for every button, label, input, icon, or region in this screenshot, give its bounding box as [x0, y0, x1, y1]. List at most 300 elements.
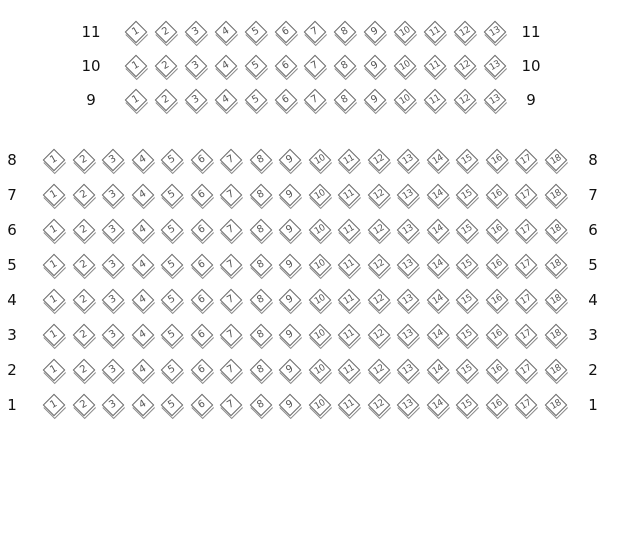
- seat-button[interactable]: [309, 254, 331, 276]
- seat-number: 10: [398, 25, 413, 39]
- seat-number: 3: [107, 258, 119, 271]
- seat-number: 4: [219, 93, 231, 106]
- seat-number: 16: [489, 293, 504, 307]
- seat-button[interactable]: [102, 394, 124, 416]
- seat-button[interactable]: [397, 254, 419, 276]
- seat-button[interactable]: [73, 219, 95, 241]
- seat-button[interactable]: [309, 359, 331, 381]
- seat-button[interactable]: [220, 254, 242, 276]
- seat-button[interactable]: [215, 55, 237, 77]
- seat-number: 4: [136, 363, 148, 376]
- seat-button[interactable]: [424, 55, 446, 77]
- seat-button[interactable]: [334, 89, 356, 111]
- seat-number: 2: [160, 25, 172, 38]
- seat-button[interactable]: [185, 89, 207, 111]
- seat-button[interactable]: [250, 184, 272, 206]
- seat-number: 10: [312, 398, 327, 412]
- seat-number: 1: [130, 25, 142, 38]
- row-label-right: 4: [588, 291, 598, 309]
- seat-button[interactable]: [155, 89, 177, 111]
- seat-button[interactable]: [43, 219, 65, 241]
- seat-number: 16: [489, 363, 504, 377]
- seat-number: 17: [518, 398, 534, 412]
- seat-number: 1: [48, 153, 60, 166]
- seat-number: 16: [489, 258, 504, 272]
- seat-button[interactable]: [220, 219, 242, 241]
- seat-button[interactable]: [309, 219, 331, 241]
- seat-button[interactable]: [102, 324, 124, 346]
- seat-button[interactable]: [545, 219, 567, 241]
- seat-number: 12: [371, 328, 386, 342]
- seat-button[interactable]: [275, 89, 297, 111]
- seat-number: 1: [130, 59, 142, 72]
- seat-button[interactable]: [191, 359, 213, 381]
- seat-button[interactable]: [220, 324, 242, 346]
- seat-number: 18: [548, 328, 563, 342]
- seat-button[interactable]: [250, 149, 272, 171]
- seat-button[interactable]: [456, 359, 478, 381]
- seat-number: 15: [459, 328, 475, 342]
- seat-button[interactable]: [191, 289, 213, 311]
- seat-number: 15: [459, 188, 475, 202]
- seat-number: 13: [487, 93, 502, 107]
- seat-button[interactable]: [309, 324, 331, 346]
- seat-button[interactable]: [191, 219, 213, 241]
- seat-button[interactable]: [515, 219, 537, 241]
- seat-number: 3: [107, 223, 119, 236]
- seat-number: 5: [166, 258, 178, 271]
- row-label-left: 10: [81, 57, 101, 75]
- seat-number: 6: [195, 223, 207, 236]
- seat-button[interactable]: [456, 394, 478, 416]
- seat-number: 2: [77, 258, 89, 271]
- seat-button[interactable]: [545, 324, 567, 346]
- seat-number: 15: [459, 398, 475, 412]
- seat-button[interactable]: [456, 289, 478, 311]
- seat-button[interactable]: [279, 289, 301, 311]
- seat-number: 1: [48, 223, 60, 236]
- seat-button[interactable]: [73, 149, 95, 171]
- seat-number: 5: [166, 398, 178, 411]
- seat-number: 14: [430, 363, 445, 377]
- seat-number: 5: [249, 59, 261, 72]
- seat-number: 8: [254, 188, 266, 201]
- seat-button[interactable]: [279, 359, 301, 381]
- seat-button[interactable]: [368, 289, 390, 311]
- seat-number: 18: [548, 258, 563, 272]
- seat-button[interactable]: [515, 359, 537, 381]
- seat-number: 12: [371, 153, 386, 167]
- seat-button[interactable]: [364, 21, 386, 43]
- seat-button[interactable]: [454, 89, 476, 111]
- seat-number: 5: [249, 25, 261, 38]
- seat-number: 16: [489, 188, 504, 202]
- seat-number: 9: [369, 25, 381, 38]
- seat-button[interactable]: [43, 184, 65, 206]
- seat-number: 8: [254, 328, 266, 341]
- seat-button[interactable]: [132, 149, 154, 171]
- seat-number: 17: [518, 293, 534, 307]
- seat-number: 4: [136, 398, 148, 411]
- row-label-right: 11: [521, 23, 541, 41]
- seat-number: 15: [459, 363, 475, 377]
- seat-button[interactable]: [245, 55, 267, 77]
- seat-button[interactable]: [309, 289, 331, 311]
- seat-button[interactable]: [368, 324, 390, 346]
- seat-button[interactable]: [185, 55, 207, 77]
- seat-button[interactable]: [309, 394, 331, 416]
- seat-button[interactable]: [338, 219, 360, 241]
- seat-number: 18: [548, 153, 563, 167]
- seat-number: 13: [400, 293, 416, 307]
- seat-button[interactable]: [102, 219, 124, 241]
- seat-button[interactable]: [275, 55, 297, 77]
- seat-number: 8: [254, 153, 266, 166]
- seat-button[interactable]: [397, 289, 419, 311]
- seat-number: 10: [312, 188, 327, 202]
- seat-number: 11: [341, 398, 357, 412]
- seat-button[interactable]: [338, 149, 360, 171]
- seat-button[interactable]: [486, 324, 508, 346]
- seat-number: 16: [489, 153, 504, 167]
- seat-button[interactable]: [368, 254, 390, 276]
- seat-button[interactable]: [368, 359, 390, 381]
- seat-button[interactable]: [545, 359, 567, 381]
- seat-button[interactable]: [427, 184, 449, 206]
- seat-button[interactable]: [132, 254, 154, 276]
- seat-button[interactable]: [394, 89, 416, 111]
- seat-button[interactable]: [191, 184, 213, 206]
- seat-number: 6: [195, 363, 207, 376]
- seat-button[interactable]: [43, 289, 65, 311]
- seat-button[interactable]: [364, 55, 386, 77]
- seat-button[interactable]: [43, 149, 65, 171]
- seat-button[interactable]: [43, 254, 65, 276]
- row-label-left: 2: [7, 361, 17, 379]
- seat-button[interactable]: [43, 394, 65, 416]
- seat-button[interactable]: [191, 324, 213, 346]
- seat-button[interactable]: [132, 184, 154, 206]
- seat-button[interactable]: [304, 21, 326, 43]
- seat-number: 9: [284, 153, 296, 166]
- seat-button[interactable]: [191, 394, 213, 416]
- seat-button[interactable]: [338, 184, 360, 206]
- seat-number: 6: [195, 398, 207, 411]
- seat-button[interactable]: [132, 324, 154, 346]
- seat-button[interactable]: [486, 394, 508, 416]
- seat-button[interactable]: [486, 219, 508, 241]
- seat-button[interactable]: [161, 184, 183, 206]
- seat-button[interactable]: [456, 149, 478, 171]
- seat-number: 2: [77, 153, 89, 166]
- seat-number: 8: [339, 59, 351, 72]
- seat-button[interactable]: [515, 149, 537, 171]
- seat-button[interactable]: [304, 89, 326, 111]
- seat-button[interactable]: [43, 359, 65, 381]
- seat-button[interactable]: [132, 219, 154, 241]
- seat-button[interactable]: [161, 359, 183, 381]
- seat-number: 9: [284, 398, 296, 411]
- seat-button[interactable]: [338, 254, 360, 276]
- row-label-left: 6: [7, 221, 17, 239]
- seat-button[interactable]: [125, 89, 147, 111]
- seat-number: 2: [77, 293, 89, 306]
- seat-button[interactable]: [102, 289, 124, 311]
- seat-button[interactable]: [427, 324, 449, 346]
- seat-button[interactable]: [132, 289, 154, 311]
- seat-number: 3: [190, 93, 202, 106]
- seat-number: 4: [219, 25, 231, 38]
- row-label-right: 10: [521, 57, 541, 75]
- seat-button[interactable]: [161, 149, 183, 171]
- seat-button[interactable]: [545, 289, 567, 311]
- seat-number: 1: [48, 258, 60, 271]
- seat-button[interactable]: [279, 219, 301, 241]
- seat-button[interactable]: [456, 324, 478, 346]
- seat-button[interactable]: [220, 359, 242, 381]
- seat-button[interactable]: [215, 21, 237, 43]
- seat-number: 1: [48, 398, 60, 411]
- seat-number: 2: [160, 59, 172, 72]
- seat-button[interactable]: [454, 21, 476, 43]
- seat-button[interactable]: [427, 219, 449, 241]
- seat-button[interactable]: [102, 359, 124, 381]
- seat-button[interactable]: [185, 21, 207, 43]
- seat-number: 9: [369, 93, 381, 106]
- seat-button[interactable]: [43, 324, 65, 346]
- seat-button[interactable]: [338, 289, 360, 311]
- row-label-left: 3: [7, 326, 17, 344]
- seat-button[interactable]: [486, 184, 508, 206]
- seat-button[interactable]: [515, 289, 537, 311]
- seat-button[interactable]: [397, 149, 419, 171]
- row-label-right: 8: [588, 151, 598, 169]
- seat-button[interactable]: [515, 324, 537, 346]
- seat-number: 11: [341, 153, 357, 167]
- seat-number: 14: [430, 188, 445, 202]
- seat-button[interactable]: [215, 89, 237, 111]
- seat-number: 10: [312, 293, 327, 307]
- seat-button[interactable]: [427, 359, 449, 381]
- seat-number: 4: [136, 188, 148, 201]
- seat-button[interactable]: [456, 254, 478, 276]
- seat-button[interactable]: [454, 55, 476, 77]
- seat-button[interactable]: [456, 219, 478, 241]
- seat-button[interactable]: [486, 254, 508, 276]
- seat-number: 7: [225, 293, 237, 306]
- seat-button[interactable]: [424, 89, 446, 111]
- seat-number: 11: [427, 59, 443, 73]
- seat-number: 11: [341, 328, 357, 342]
- seat-button[interactable]: [161, 219, 183, 241]
- seat-number: 5: [166, 328, 178, 341]
- seat-number: 8: [254, 258, 266, 271]
- seat-button[interactable]: [279, 394, 301, 416]
- seat-button[interactable]: [484, 21, 506, 43]
- seat-number: 14: [430, 223, 445, 237]
- seat-number: 7: [225, 188, 237, 201]
- seat-number: 6: [279, 59, 291, 72]
- seat-number: 3: [107, 293, 119, 306]
- seat-number: 17: [518, 188, 534, 202]
- seat-number: 4: [136, 328, 148, 341]
- seat-button[interactable]: [338, 359, 360, 381]
- seat-button[interactable]: [245, 21, 267, 43]
- seat-number: 17: [518, 258, 534, 272]
- seat-button[interactable]: [545, 184, 567, 206]
- seat-number: 18: [548, 363, 563, 377]
- seat-button[interactable]: [338, 394, 360, 416]
- seat-number: 12: [457, 59, 472, 73]
- row-label-left: 1: [7, 396, 17, 414]
- seat-button[interactable]: [155, 21, 177, 43]
- seat-number: 10: [312, 258, 327, 272]
- seat-number: 6: [195, 293, 207, 306]
- seat-button[interactable]: [155, 55, 177, 77]
- seat-button[interactable]: [364, 89, 386, 111]
- seat-button[interactable]: [102, 254, 124, 276]
- seat-button[interactable]: [456, 184, 478, 206]
- seat-number: 5: [166, 188, 178, 201]
- seat-button[interactable]: [132, 394, 154, 416]
- seat-button[interactable]: [368, 394, 390, 416]
- seat-number: 5: [166, 223, 178, 236]
- seat-number: 4: [136, 293, 148, 306]
- seat-button[interactable]: [250, 324, 272, 346]
- seat-button[interactable]: [161, 394, 183, 416]
- seat-number: 9: [369, 59, 381, 72]
- seat-button[interactable]: [309, 184, 331, 206]
- seat-button[interactable]: [191, 254, 213, 276]
- seat-button[interactable]: [250, 219, 272, 241]
- row-label-right: 5: [588, 256, 598, 274]
- seat-number: 13: [400, 258, 416, 272]
- seat-number: 12: [371, 258, 386, 272]
- seat-button[interactable]: [309, 149, 331, 171]
- seat-number: 15: [459, 258, 475, 272]
- seat-button[interactable]: [397, 184, 419, 206]
- seat-button[interactable]: [397, 394, 419, 416]
- seat-button[interactable]: [220, 184, 242, 206]
- seat-number: 15: [459, 223, 475, 237]
- seat-button[interactable]: [220, 289, 242, 311]
- seat-button[interactable]: [125, 21, 147, 43]
- seat-button[interactable]: [250, 289, 272, 311]
- seat-button[interactable]: [279, 149, 301, 171]
- seat-button[interactable]: [427, 254, 449, 276]
- seat-button[interactable]: [73, 184, 95, 206]
- seat-button[interactable]: [250, 359, 272, 381]
- seat-button[interactable]: [161, 254, 183, 276]
- seat-number: 5: [166, 293, 178, 306]
- seat-button[interactable]: [304, 55, 326, 77]
- seat-button[interactable]: [394, 21, 416, 43]
- seat-button[interactable]: [397, 324, 419, 346]
- row-label-left: 4: [7, 291, 17, 309]
- seat-number: 13: [400, 188, 416, 202]
- seat-button[interactable]: [73, 254, 95, 276]
- seat-button[interactable]: [545, 149, 567, 171]
- seat-number: 14: [430, 258, 445, 272]
- seat-button[interactable]: [279, 254, 301, 276]
- seat-number: 1: [48, 363, 60, 376]
- row-label-right: 2: [588, 361, 598, 379]
- seat-button[interactable]: [279, 184, 301, 206]
- seat-number: 8: [254, 398, 266, 411]
- seat-number: 17: [518, 153, 534, 167]
- seat-button[interactable]: [397, 219, 419, 241]
- seat-button[interactable]: [484, 55, 506, 77]
- seat-button[interactable]: [73, 289, 95, 311]
- seat-button[interactable]: [220, 394, 242, 416]
- seat-button[interactable]: [132, 359, 154, 381]
- seat-button[interactable]: [427, 149, 449, 171]
- seat-button[interactable]: [515, 184, 537, 206]
- seat-number: 4: [219, 59, 231, 72]
- seat-button[interactable]: [515, 394, 537, 416]
- seat-button[interactable]: [245, 89, 267, 111]
- seat-number: 13: [487, 59, 502, 73]
- seat-button[interactable]: [161, 324, 183, 346]
- seat-button[interactable]: [427, 394, 449, 416]
- seat-button[interactable]: [368, 219, 390, 241]
- seat-button[interactable]: [102, 149, 124, 171]
- seat-button[interactable]: [515, 254, 537, 276]
- seat-button[interactable]: [102, 184, 124, 206]
- seat-button[interactable]: [334, 21, 356, 43]
- seat-button[interactable]: [73, 324, 95, 346]
- seat-button[interactable]: [73, 359, 95, 381]
- seat-button[interactable]: [73, 394, 95, 416]
- seat-button[interactable]: [334, 55, 356, 77]
- row-label-right: 1: [588, 396, 598, 414]
- seat-button[interactable]: [486, 149, 508, 171]
- seat-button[interactable]: [250, 394, 272, 416]
- seat-button[interactable]: [220, 149, 242, 171]
- seat-button[interactable]: [338, 324, 360, 346]
- seat-button[interactable]: [275, 21, 297, 43]
- seat-number: 11: [341, 188, 357, 202]
- seat-number: 2: [160, 93, 172, 106]
- seat-button[interactable]: [368, 184, 390, 206]
- seat-number: 12: [371, 188, 386, 202]
- seat-button[interactable]: [486, 289, 508, 311]
- seat-button[interactable]: [191, 149, 213, 171]
- seat-button[interactable]: [161, 289, 183, 311]
- seat-button[interactable]: [545, 394, 567, 416]
- seat-button[interactable]: [397, 359, 419, 381]
- row-label-right: 7: [588, 186, 598, 204]
- seat-button[interactable]: [394, 55, 416, 77]
- seat-button[interactable]: [125, 55, 147, 77]
- seat-number: 12: [371, 398, 386, 412]
- seat-button[interactable]: [368, 149, 390, 171]
- seat-button[interactable]: [545, 254, 567, 276]
- seat-number: 13: [400, 363, 416, 377]
- seat-button[interactable]: [279, 324, 301, 346]
- seat-number: 8: [254, 293, 266, 306]
- seat-button[interactable]: [427, 289, 449, 311]
- seat-button[interactable]: [486, 359, 508, 381]
- seat-button[interactable]: [250, 254, 272, 276]
- seat-number: 2: [77, 223, 89, 236]
- seat-number: 12: [457, 25, 472, 39]
- seat-button[interactable]: [484, 89, 506, 111]
- seat-number: 7: [225, 258, 237, 271]
- row-label-left: 9: [86, 91, 96, 109]
- seat-button[interactable]: [424, 21, 446, 43]
- seat-number: 18: [548, 293, 563, 307]
